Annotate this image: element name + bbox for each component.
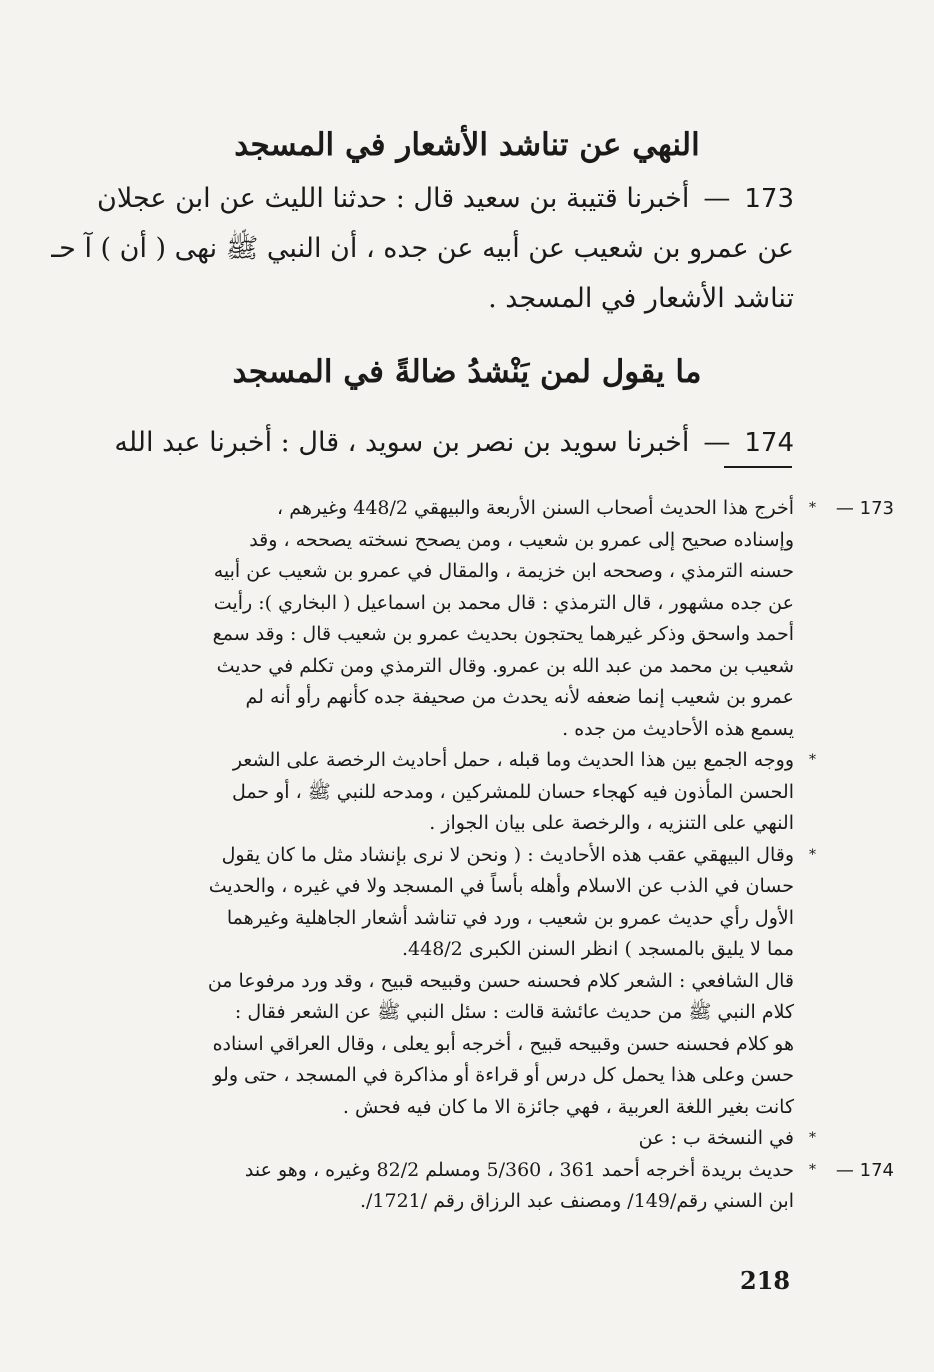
footnote-line: وقال البيهقي عقب هذه الأحاديث : ( ونحن لا نرى بإنشاد مثل ما كان يقول	[221, 843, 794, 866]
footnote-variant	[94, 1123, 816, 1155]
footnote-line: كلام النبي ﷺ من حديث عائشة قالت : سئل النبي ﷺ عن الشعر فقال :	[234, 1001, 794, 1023]
page-number: 218	[740, 1266, 791, 1295]
footnote-173	[94, 493, 894, 745]
hadith-173-text	[51, 174, 794, 324]
footnote-combine	[94, 745, 816, 840]
footnote-line: وإسناده صحيح إلى عمرو بن شعيب ، ومن يصحح نسخته يصححه ، وقد	[249, 528, 794, 551]
hadith-174-text	[94, 418, 794, 468]
hadith-line	[94, 174, 794, 224]
footnote-line: أحمد واسحق وذكر غيرهما يحتجون بحديث عمرو بن شعيب قال : وقد سمع	[212, 623, 794, 645]
footnote-bullet: *	[809, 846, 816, 863]
footnote-bullet: *	[809, 1130, 816, 1146]
footnote-line: حسنه الترمذي ، وصححه ابن خزيمة ، والمقال في عمرو بن شعيب عن أبيه	[213, 560, 794, 582]
hadith-line	[94, 418, 794, 468]
hadith-number: 174	[744, 428, 794, 458]
footnote-line: يسمع هذه الأحاديث من جده .	[562, 717, 794, 740]
hadith-dash: —	[703, 427, 731, 458]
footnote-174	[94, 1155, 894, 1218]
footnote-line: حسن وعلى هذا يحمل كل درس أو قراءة أو مذاكرة في المسجد ، حتى ولو	[213, 1064, 794, 1086]
footnote-separator	[724, 466, 792, 468]
footnote-bullet: *	[809, 752, 816, 768]
footnote-number: 174 —	[835, 1159, 894, 1181]
hadith-dash: —	[703, 183, 731, 214]
chapter-heading-prohibition: النهي عن تناشد الأشعار في المسجد	[234, 127, 700, 163]
footnote-line: أخرج هذا الحديث أصحاب السنن الأربعة والبيهقي 448/2 وغيرهم ،	[277, 497, 794, 519]
hadith-line: عن عمرو بن شعيب عن أبيه عن جده ، أن النبي ﷺ نهى ( أن ) آ حـ	[51, 233, 794, 264]
footnote-line: الحسن المأذون فيه كهجاء حسان للمشركين ، ومدحه للنبي ﷺ ، أو حمل	[231, 780, 794, 803]
footnote-line: شعيب بن محمد من عبد الله بن عمرو. وقال الترمذي ومن تكلم في حديث	[216, 654, 794, 677]
footnote-bullet: *	[809, 1161, 816, 1178]
footnotes	[94, 493, 894, 1218]
footnote-bullet: *	[809, 500, 816, 516]
footnote-line: قال الشافعي : الشعر كلام فحسنه حسن وقبيحه قبيح ، وقد ورد مرفوعا من	[207, 969, 794, 992]
footnote-line: حسان في الذب عن الاسلام وأهله بأساً في المسجد ولا في غيره ، والحديث	[208, 875, 794, 897]
hadith-line-text: أخبرنا سويد بن نصر بن سويد ، قال : أخبرنا عبد الله	[114, 427, 690, 458]
footnote-line: كانت بغير اللغة العربية ، فهي جائزة الا ما كان فيه فحش .	[342, 1095, 794, 1118]
hadith-line: تناشد الأشعار في المسجد .	[488, 283, 794, 314]
footnote-line: هو كلام فحسنه حسن وقبيحه قبيح ، أخرجه أبو يعلى ، وقال العراقي اسناده	[212, 1032, 794, 1055]
footnote-line: عمرو بن شعيب إنما ضعفه لأنه يحدث من صحيفة جده كأنهم رأو أنه لم	[245, 686, 794, 708]
footnote-line: عن جده مشهور ، قال الترمذي : قال محمد بن اسماعيل ( البخاري ): رأيت	[213, 591, 794, 614]
hadith-number: 173	[744, 184, 794, 214]
hadith-line-text: أخبرنا قتيبة بن سعيد قال : حدثنا الليث عن ابن عجلان	[97, 183, 690, 214]
footnote-line: حديث بريدة أخرجه أحمد 361 ، 5/360 ومسلم 82/2 وغيره ، وهو عند	[244, 1158, 794, 1181]
footnote-line: في النسخة ب : عن	[638, 1127, 794, 1149]
footnote-line: الأول رأي حديث عمرو بن شعيب ، ورد في تناشد أشعار الجاهلية وغيرهما	[226, 906, 794, 929]
footnote-bayhaqi	[94, 840, 816, 966]
footnote-line: ابن السني رقم/149/ ومصنف عبد الرزاق رقم /1721/.	[359, 1190, 794, 1212]
footnote-number: 173 —	[835, 498, 894, 519]
footnote-line: ووجه الجمع بين هذا الحديث وما قبله ، حمل أحاديث الرخصة على الشعر	[232, 749, 794, 771]
chapter-heading-lost-item: ما يقول لمن يَنْشدُ ضالةً في المسجد	[232, 354, 702, 390]
footnote-shafii	[94, 966, 794, 1124]
footnote-line: النهي على التنزيه ، والرخصة على بيان الجواز .	[429, 812, 794, 834]
footnote-line: مما لا يليق بالمسجد ) انظر السنن الكبرى 448/2.	[401, 938, 794, 960]
